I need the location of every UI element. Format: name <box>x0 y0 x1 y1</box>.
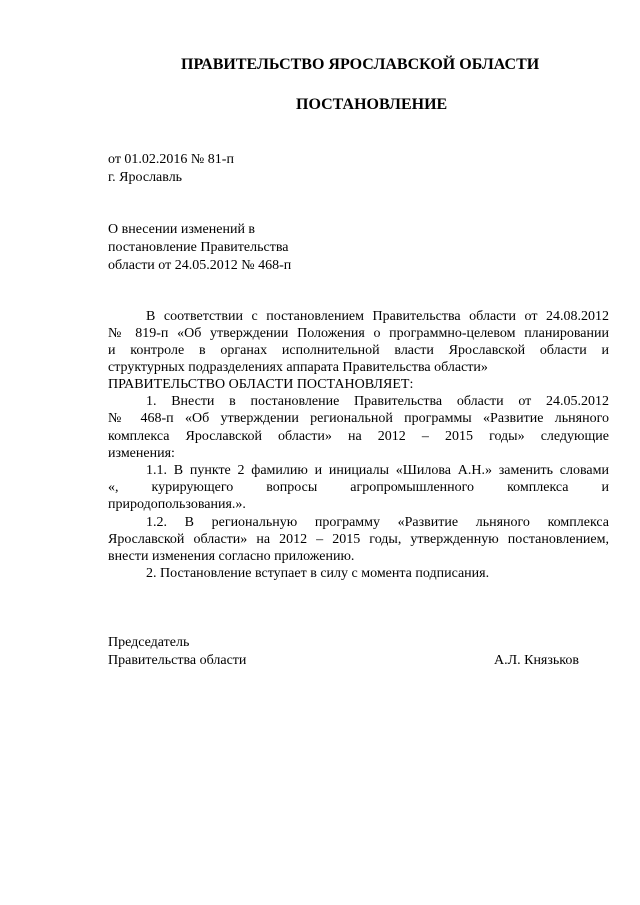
subject-line: постановление Правительства <box>108 240 289 255</box>
body-line: № 468-п «Об утверждении региональной программы «Развитие льняного <box>108 411 609 426</box>
body-line: 1. Внести в постановление Правительства области от 24.05.2012 <box>146 394 609 409</box>
body-line: ПРАВИТЕЛЬСТВО ОБЛАСТИ ПОСТАНОВЛЯЕТ: <box>108 377 414 392</box>
body-line: № 819-п «Об утверждении Положения о программно-целевом планировании <box>108 326 609 341</box>
authority-heading: ПРАВИТЕЛЬСТВО ЯРОСЛАВСКОЙ ОБЛАСТИ <box>181 56 540 73</box>
signatory-name: А.Л. Князьков <box>494 653 579 668</box>
body-line: В соответствии с постановлением Правительства области от 24.08.2012 <box>146 309 609 324</box>
body-line: внести изменения согласно приложению. <box>108 549 355 564</box>
signatory-position: Председатель <box>108 635 190 650</box>
body-line: 1.1. В пункте 2 фамилию и инициалы «Шилова А.Н.» заменить словами <box>146 463 609 478</box>
body-line: 1.2. В региональную программу «Развитие льняного комплекса <box>146 515 609 530</box>
body-line: изменения: <box>108 446 175 461</box>
body-line: 2. Постановление вступает в силу с момента подписания. <box>146 566 490 581</box>
subject-line: области от 24.05.2012 № 468-п <box>108 258 292 273</box>
document-place: г. Ярославль <box>108 170 183 185</box>
body-line: природопользования.». <box>108 497 246 512</box>
body-line: структурных подразделениях аппарата Правительства области» <box>108 360 488 375</box>
subject-line: О внесении изменений в <box>108 222 256 237</box>
body-line: комплекса Ярославской области» на 2012 – 2015 годы» следующие <box>108 429 609 444</box>
body-line: и контроле в органах исполнительной власти Ярославской области и <box>108 343 609 358</box>
signatory-position: Правительства области <box>108 653 247 668</box>
body-line: «, курирующего вопросы агропромышленного комплекса и <box>108 480 609 495</box>
body-line: Ярославской области» на 2012 – 2015 годы, утвержденную постановлением, <box>108 532 609 547</box>
document-type-heading: ПОСТАНОВЛЕНИЕ <box>296 96 448 113</box>
document-date-number: от 01.02.2016 № 81-п <box>108 152 234 167</box>
